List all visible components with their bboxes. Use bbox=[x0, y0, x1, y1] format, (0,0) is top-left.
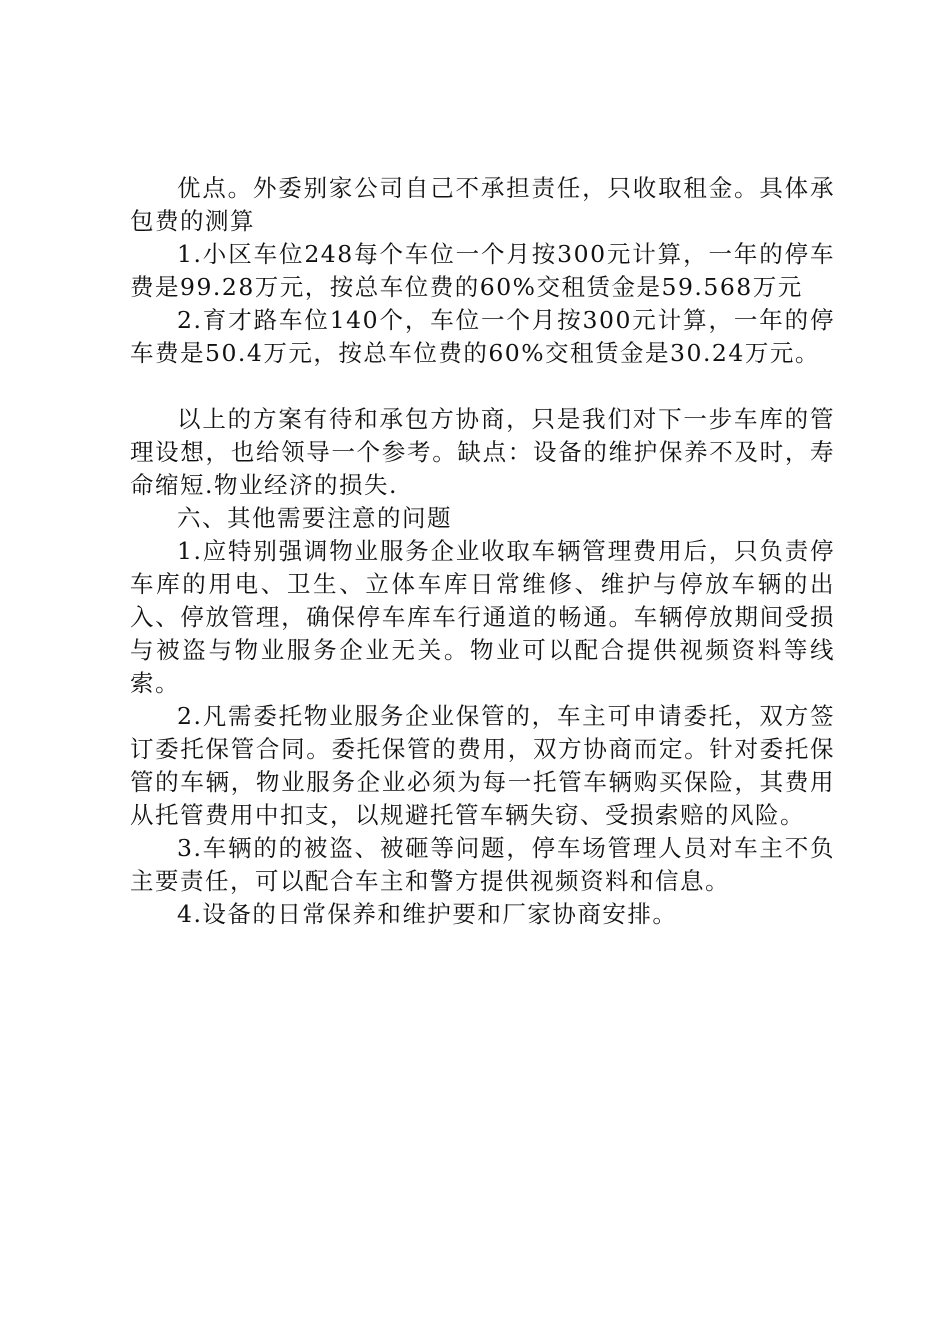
paragraph-issue-4: 4.设备的日常保养和维护要和厂家协商安排。 bbox=[177, 900, 678, 928]
paragraph-issue-1: 1.应特别强调物业服务企业收取车辆管理费用后，只负责停车库的用电、卫生、立体车库日常维修、维护与停放车辆的出入、停放管理，确保停车库车行通道的畅通。车辆停放期间受损与被盗与物业服务企业无关。物业可以配合提供视频资料等线索。 bbox=[130, 537, 835, 697]
document-body bbox=[130, 172, 835, 931]
paragraph-plan-summary: 以上的方案有待和承包方协商，只是我们对下一步车库的管理设想，也给领导一个参考。缺点：设备的维护保养不及时，寿命缩短.物业经济的损失. bbox=[130, 405, 835, 499]
paragraph-item-1-community-parking: 1.小区车位248每个车位一个月按300元计算，一年的停车费是99.28万元，按总车位费的60%交租赁金是59.568万元 bbox=[130, 240, 835, 301]
paragraph-issue-2: 2.凡需委托物业服务企业保管的，车主可申请委托，双方签订委托保管合同。委托保管的费用，双方协商而定。针对委托保管的车辆，物业服务企业必须为每一托管车辆购买保险，其费用从托管费用中扣支，以规避托管车辆失窃、受损索赔的风险。 bbox=[130, 702, 835, 829]
paragraph-item-2-yucai-road-parking: 2.育才路车位140个，车位一个月按300元计算，一年的停车费是50.4万元，按总车位费的60%交租赁金是30.24万元。 bbox=[130, 306, 835, 367]
paragraph-advantages: 优点。外委别家公司自己不承担责任，只收取租金。具体承包费的测算 bbox=[130, 174, 835, 235]
paragraph-spacer bbox=[130, 370, 835, 403]
section-heading-other-issues: 六、其他需要注意的问题 bbox=[177, 504, 452, 532]
paragraph-issue-3: 3.车辆的的被盗、被砸等问题，停车场管理人员对车主不负主要责任，可以配合车主和警方提供视频资料和信息。 bbox=[130, 834, 835, 895]
